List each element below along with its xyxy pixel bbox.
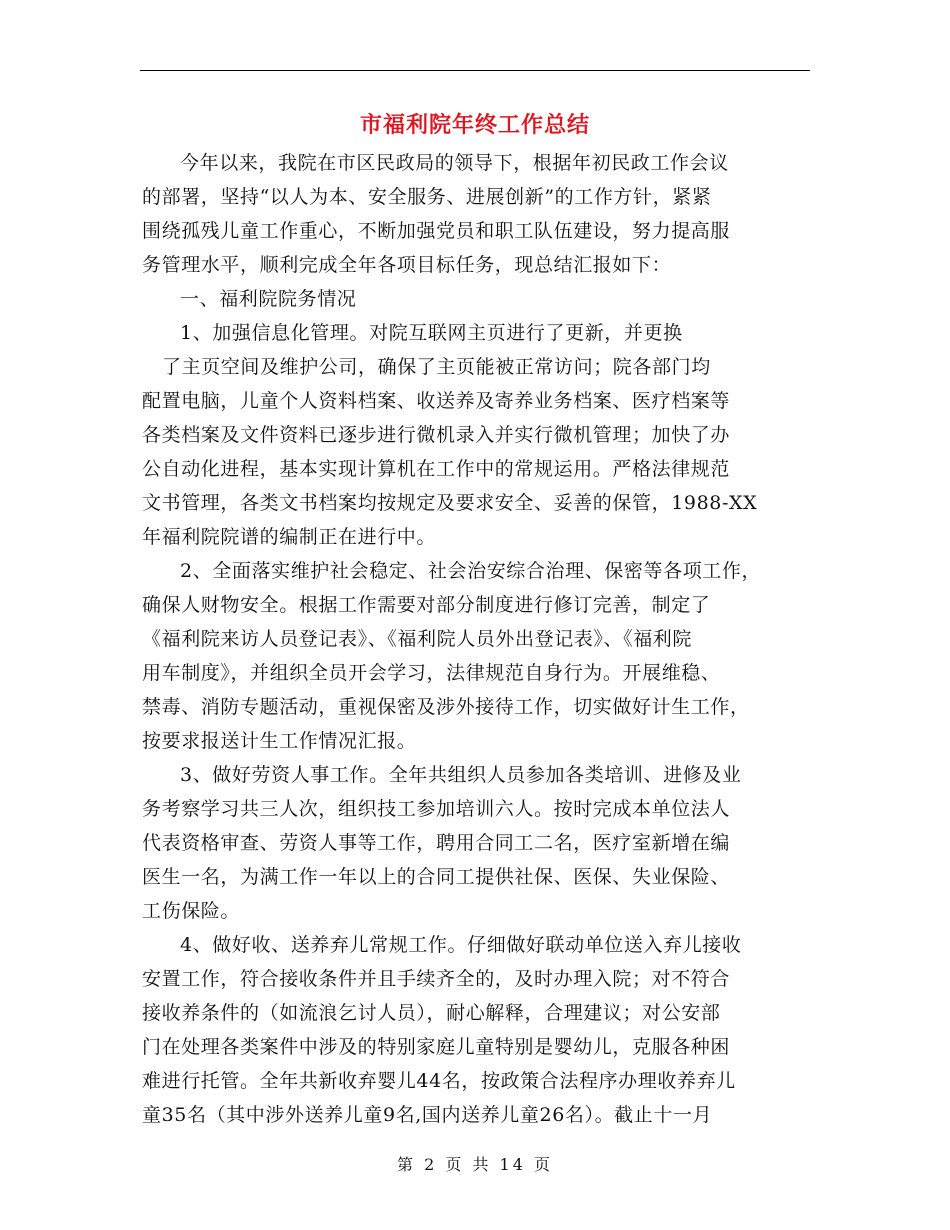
body-line: 医生一名，为满工作一年以上的合同工提供社保、医保、失业保险、 — [142, 866, 731, 888]
body-line: 《福利院来访人员登记表》、《福利院人员外出登记表》、《福利院 — [142, 628, 693, 650]
body-line: 用车制度》，并组织全员开会学习，法律规范自身行为。开展维稳、 — [142, 662, 721, 684]
body-line: 难进行托管。全年共新收弃婴儿44名，按政策合法程序办理收养弃儿 — [142, 1070, 736, 1092]
body-line: 围绕孤残儿童工作重心，不断加强党员和职工队伍建设，努力提高服 — [142, 220, 731, 242]
body-line: 配置电脑，儿童个人资料档案、收送养及寄养业务档案、医疗档案等 — [142, 390, 731, 412]
body-line: 今年以来，我院在市区民政局的领导下，根据年初民政工作会议 — [180, 152, 729, 174]
body-line: 年福利院院谱的编制正在进行中。 — [142, 526, 437, 548]
body-line: 务考察学习共三人次，组织技工参加培训六人。按时完成本单位法人 — [142, 798, 731, 820]
body-line: 务管理水平，顺利完成全年各项目标任务，现总结汇报如下： — [142, 254, 672, 276]
body-line: 各类档案及文件资料已逐步进行微机录入并实行微机管理；加快了办 — [142, 424, 731, 446]
body-line: 的部署，坚持“以人为本、安全服务、进展创新”的工作方针，紧紧 — [142, 186, 712, 208]
body-line: 3、做好劳资人事工作。全年共组织人员参加各类培训、进修及业 — [180, 764, 742, 786]
body-line: 安置工作，符合接收条件并且手续齐全的，及时办理入院；对不符合 — [142, 968, 731, 990]
body-line: 童35名（其中涉外送养儿童9名,国内送养儿童26名）。截止十一月 — [142, 1104, 713, 1126]
body-line: 代表资格审查、劳资人事等工作，聘用合同工二名，医疗室新增在编 — [142, 832, 731, 854]
body-line: 文书管理，各类文书档案均按规定及要求安全、妥善的保管，1988-XX — [142, 492, 758, 514]
document-title: 市福利院年终工作总结 — [359, 112, 590, 138]
body-line: 公自动化进程，基本实现计算机在工作中的常规运用。严格法律规范 — [142, 458, 731, 480]
body-line: 4、做好收、送养弃儿常规工作。仔细做好联动单位送入弃儿接收 — [180, 934, 742, 956]
body-line: 1、加强信息化管理。对院互联网主页进行了更新，并更换 — [180, 322, 683, 344]
page-footer: 第 2 页 共 14 页 — [397, 1155, 553, 1174]
body-line: 一、福利院院务情况 — [180, 288, 357, 310]
body-line: 门在处理各类案件中涉及的特别家庭儿童特别是婴幼儿，克服各种困 — [142, 1036, 731, 1058]
body-line: 工伤保险。 — [142, 900, 241, 922]
body-line: 接收养条件的（如流浪乞讨人员），耐心解释，合理建议；对公安部 — [142, 1002, 721, 1024]
body-line: 了主页空间及维护公司，确保了主页能被正常访问；院各部门均 — [162, 356, 711, 378]
body-line: 2、全面落实维护社会稳定、社会治安综合治理、保密等各项工作， — [180, 560, 762, 582]
body-line: 确保人财物安全。根据工作需要对部分制度进行修订完善，制定了 — [142, 594, 711, 616]
header-rule — [140, 70, 810, 71]
document-body — [142, 146, 810, 1132]
body-line: 按要求报送计生工作情况汇报。 — [142, 730, 417, 752]
body-line: 禁毒、消防专题活动，重视保密及涉外接待工作，切实做好计生工作， — [142, 696, 750, 718]
